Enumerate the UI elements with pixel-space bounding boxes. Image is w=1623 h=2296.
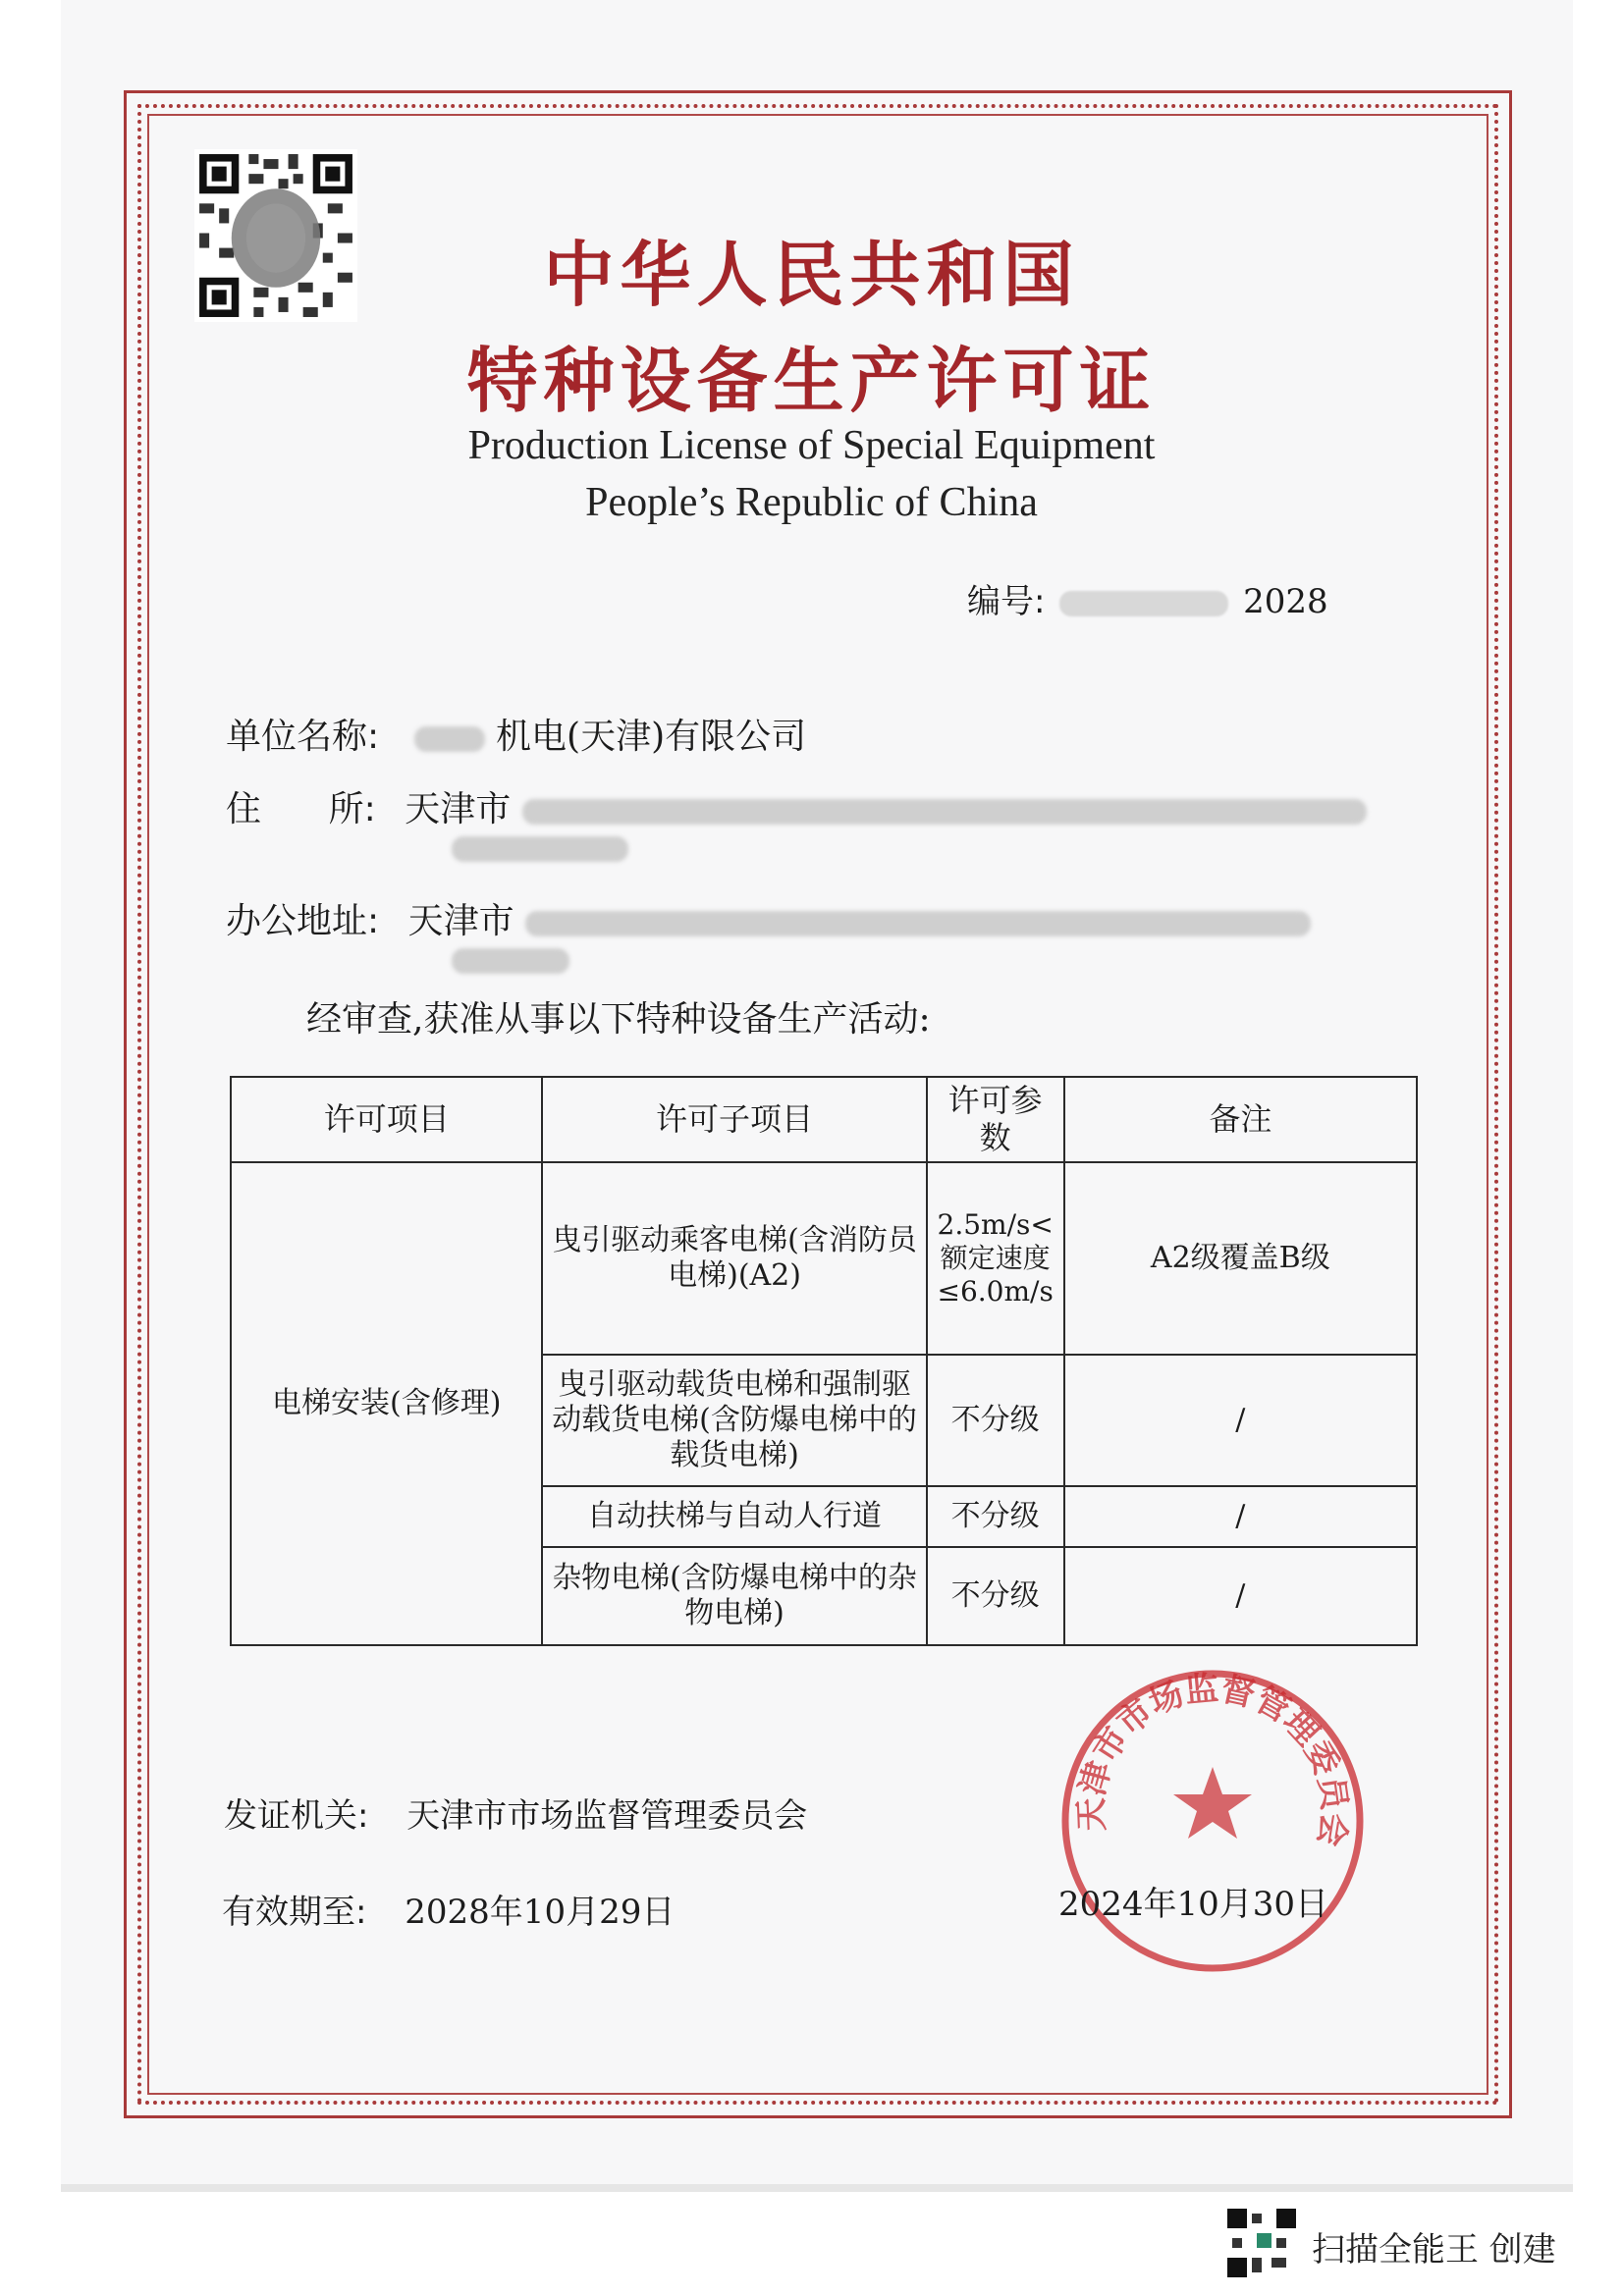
redacted-unit-prefix (414, 726, 485, 752)
validity-value: 2028年10月29日 (405, 1893, 676, 1932)
validity-row (222, 1885, 675, 1933)
serial-label: 编号: (967, 582, 1046, 621)
subitem-cell: 曳引驱动乘客电梯(含消防员电梯)(A2) (542, 1162, 926, 1355)
title-english-line2: People’s Republic of China (585, 480, 1038, 525)
issuing-authority-row (224, 1789, 807, 1837)
remark-cell: / (1064, 1486, 1417, 1547)
title-english-line1: Production License of Special Equipment (467, 423, 1156, 468)
seal-text: 天津市市场监督管理委员会 (1071, 1668, 1354, 1849)
unit-name-row (226, 709, 806, 759)
unit-name-value: 机电(天津)有限公司 (496, 717, 807, 757)
address-value: 天津市 (405, 789, 512, 829)
remark-cell: A2级覆盖B级 (1064, 1162, 1417, 1355)
title-chinese-line2: 特种设备生产许可证 (466, 340, 1157, 422)
serial-number (967, 574, 1328, 622)
permit-table (230, 1076, 1418, 1646)
header-permit-parameter: 许可参数 (927, 1077, 1064, 1162)
header-permit-item: 许可项目 (231, 1077, 542, 1162)
remark-cell: / (1064, 1547, 1417, 1645)
office-address-value: 天津市 (407, 901, 514, 941)
subitem-cell: 曳引驱动载货电梯和强制驱动载货电梯(含防爆电梯中的载货电梯) (542, 1355, 926, 1486)
approval-statement: 经审查,获准从事以下特种设备生产活动: (306, 999, 931, 1040)
subitem-cell: 自动扶梯与自动人行道 (542, 1486, 926, 1547)
address-label: 住 所: (226, 789, 376, 829)
redacted-address (522, 799, 1367, 825)
scanner-watermark-text: 扫描全能王 创建 (1312, 2230, 1556, 2269)
title-chinese-line1: 中华人民共和国 (543, 234, 1080, 316)
table-row (231, 1162, 1417, 1355)
header-remarks: 备注 (1064, 1077, 1417, 1162)
redacted-office-address (525, 911, 1311, 936)
parameter-cell: 不分级 (927, 1486, 1064, 1547)
remark-cell: / (1064, 1355, 1417, 1486)
parameter-cell: 不分级 (927, 1355, 1064, 1486)
official-seal-stamp (1051, 1659, 1375, 1983)
redacted-address-line2 (452, 836, 628, 862)
table-header-row (231, 1077, 1417, 1162)
issue-date: 2024年10月30日 (1058, 1885, 1329, 1924)
office-address-label: 办公地址: (226, 901, 380, 941)
parameter-cell: 不分级 (927, 1547, 1064, 1645)
scanner-qr-icon (1227, 2209, 1296, 2277)
address-row (226, 781, 1367, 831)
validity-label: 有效期至: (222, 1893, 367, 1932)
subitem-cell: 杂物电梯(含防爆电梯中的杂物电梯) (542, 1547, 926, 1645)
issuing-authority-value: 天津市市场监督管理委员会 (406, 1796, 808, 1836)
header-permit-subitem: 许可子项目 (542, 1077, 926, 1162)
parameter-cell: 2.5m/s<额定速度≤6.0m/s (927, 1162, 1064, 1355)
issuing-authority-label: 发证机关: (224, 1796, 369, 1836)
paper-shadow (61, 2184, 1573, 2192)
unit-name-label: 单位名称: (226, 717, 380, 757)
main-permit-item: 电梯安装(含修理) (231, 1162, 542, 1645)
office-address-row (226, 893, 1311, 943)
redacted-serial (1059, 591, 1228, 616)
redacted-office-address-line2 (452, 948, 569, 974)
serial-suffix: 2028 (1243, 582, 1328, 621)
